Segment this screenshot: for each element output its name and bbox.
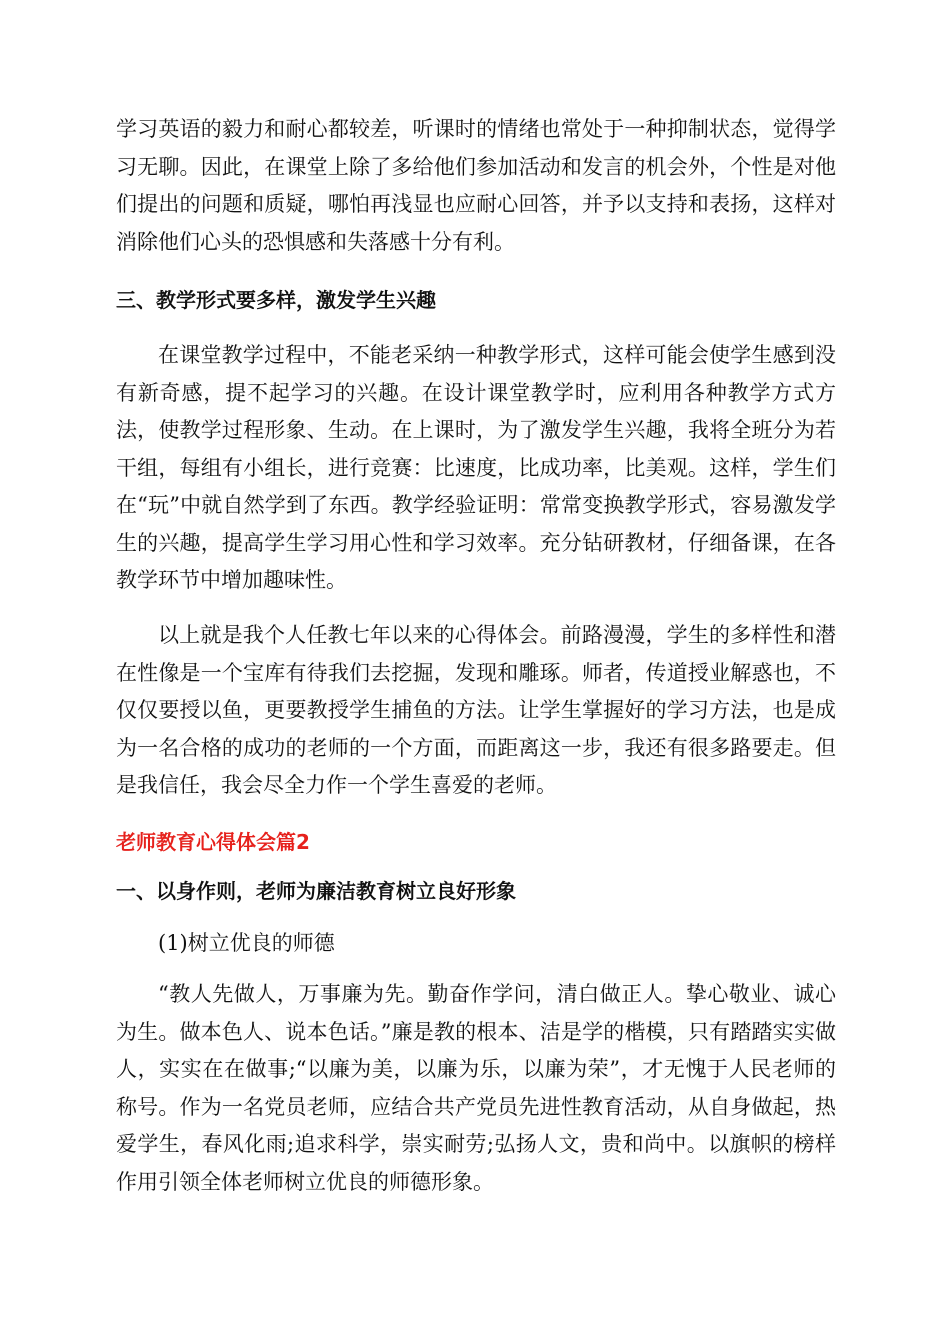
section-heading-lead-by-example: 一、以身作则，老师为廉洁教育树立良好形象: [116, 879, 516, 903]
article-title: 老师教育心得体会篇2: [116, 830, 310, 854]
paragraph-teaching-forms: 在课堂教学过程中，不能老采纳一种教学形式，这样可能会使学生感到没有新奇感，提不起学习的兴趣。在设计课堂教学时，应利用各种教学方式方法，使教学过程形象、生动。在上课时，为了激发学生兴趣，我将全班分为若干组，每组有小组长，进行竞赛：比速度，比成功率，比美观。这样，学生们在“玩”中就自然学到了东西。教学经验证明：常常变换教学形式，容易激发学生的兴趣，提高学生学习用心性和学习效率。充分钻研教材，仔细备课，在各教学环节中增加趣味性。: [116, 343, 836, 592]
paragraph-summary: 以上就是我个人任教七年以来的心得体会。前路漫漫，学生的多样性和潜在性像是一个宝库有待我们去挖掘，发现和雕琢。师者，传道授业解惑也，不仅仅要授以鱼，更要教授学生捕鱼的方法。让学生掌握好的学习方法，也是成为一名合格的成功的老师的一个方面，而距离这一步，我还有很多路要走。但是我信任，我会尽全力作一个学生喜爱的老师。: [116, 623, 836, 797]
section-heading-teaching-forms: 三、教学形式要多样，激发学生兴趣: [116, 288, 436, 312]
paragraph-continuation: 学习英语的毅力和耐心都较差，听课时的情绪也常处于一种抑制状态，觉得学习无聊。因此，在课堂上除了多给他们参加活动和发言的机会外，个性是对他们提出的问题和质疑，哪怕再浅显也应耐心回答，并予以支持和表扬，这样对消除他们心头的恐惧感和失落感十分有利。: [116, 117, 836, 254]
subheading-teacher-ethics: (1)树立优良的师德: [158, 931, 335, 955]
paragraph-ethics: “教人先做人，万事廉为先。勤奋作学问，清白做正人。挚心敬业、诚心为生。做本色人、说本色话。”廉是教的根本、洁是学的楷模，只有踏踏实实做人，实实在在做事;“以廉为美，以廉为乐，以廉为荣”，才无愧于人民老师的称号。作为一名党员老师，应结合共产党员先进性教育活动，从自身做起，热爱学生，春风化雨;追求科学，崇实耐劳;弘扬人文，贵和尚中。以旗帜的榜样作用引领全体老师树立优良的师德形象。: [116, 982, 836, 1194]
